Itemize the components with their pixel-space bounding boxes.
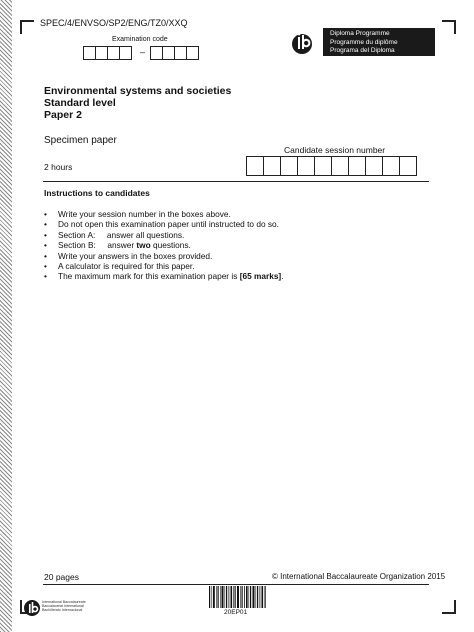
left-hatched-margin (0, 0, 12, 632)
level-title: Standard level (44, 97, 116, 109)
instruction-item: • Section A: answer all questions. (44, 230, 434, 240)
ib-logo-icon (292, 24, 312, 64)
corner-mark-top-left (20, 20, 34, 34)
instructions-list (44, 209, 434, 282)
paper-code: SPEC/4/ENVSO/SP2/ENG/TZ0/XXQ (40, 18, 188, 28)
footer-divider (43, 584, 429, 585)
barcode-number: 20EP01 (224, 609, 248, 616)
exam-title-block (44, 85, 231, 121)
exam-code-boxes-left (83, 46, 131, 60)
instruction-item: • Do not open this examination paper until instructed to do so. (44, 219, 434, 229)
exam-code-dash: – (140, 47, 146, 57)
instructions-heading: Instructions to candidates (44, 188, 150, 198)
duration: 2 hours (44, 162, 73, 172)
examination-code-label: Examination code (112, 36, 168, 43)
instruction-item: • The maximum mark for this examination paper is [65 marks]. (44, 271, 434, 281)
instruction-item: • A calculator is required for this paper. (44, 261, 434, 271)
ib-organization-names: International Baccalaureate Baccalauréat International Bachillerato Internacional (42, 600, 86, 613)
paper-type: Specimen paper (44, 135, 117, 146)
barcode-icon (209, 586, 266, 608)
programme-name-fr: Programme du diplôme (330, 38, 398, 46)
subject-title: Environmental systems and societies (44, 85, 232, 97)
page-count: 20 pages (44, 572, 79, 582)
programme-name-es: Programa del Diploma (330, 47, 395, 54)
ib-small-logo-icon (22, 593, 42, 623)
programme-name-en: Diploma Programme (330, 30, 390, 37)
instruction-item: • Section B: answer two questions. (44, 240, 434, 250)
candidate-session-label: Candidate session number (284, 145, 386, 155)
candidate-session-boxes[interactable] (246, 156, 416, 176)
divider (43, 181, 429, 182)
corner-mark-top-right (442, 20, 456, 34)
copyright: © International Baccalaureate Organization 2015 (272, 572, 446, 581)
programme-banner (323, 28, 435, 56)
exam-code-boxes-right (150, 46, 198, 60)
corner-mark-bottom-right (442, 600, 456, 614)
paper-title: Paper 2 (44, 109, 82, 121)
instruction-item: • Write your answers in the boxes provided. (44, 251, 434, 261)
instruction-item: • Write your session number in the boxes above. (44, 209, 434, 219)
